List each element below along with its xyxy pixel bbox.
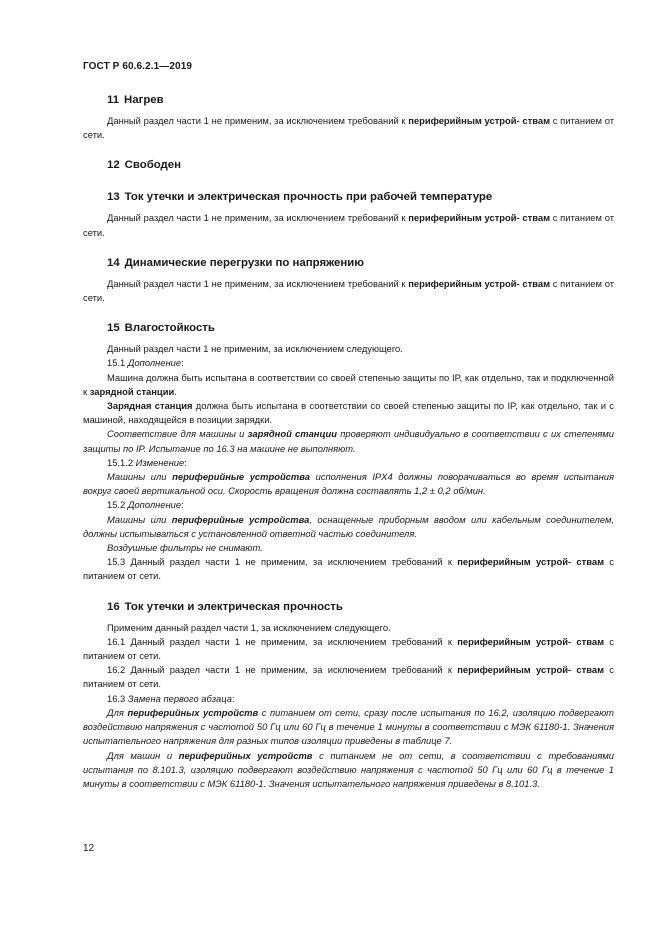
clause-16-3-mains: Для периферийных устройств с питанием от сети, сразу после испытания по 16.2, изоляцию подвергают воздействию напряжения с частотой 50 Гц или 60 Гц в течение 1 минуты в соответствии с МЭК 61180-1. Значения испытательного напряжения для разных типов изоляции приведены в таблице 7.	[83, 706, 614, 747]
clause-15-1-machine: Машина должна быть испытана в соответствии со своей степенью защиты по IP, как отдельно, так и подключенной к зарядной станции.	[83, 371, 614, 397]
section-number: 12	[107, 159, 120, 172]
section-16-intro: Применим данный раздел части 1, за исключением следующего.	[107, 621, 391, 633]
section-14-heading	[83, 256, 614, 270]
section-16-heading	[83, 600, 614, 614]
section-title: Влагостойкость	[124, 322, 215, 335]
section-15-heading	[83, 321, 614, 335]
clause-15-2-text: Машины или периферийные устройства, оснащенные приборным вводом или кабельным соединителем, должны испытываться с установленной ответной частью соединителя.	[83, 513, 614, 539]
section-number: 11	[107, 94, 120, 106]
section-number: 14	[107, 256, 120, 269]
section-11-text: Данный раздел части 1 не применим, за исключением требований к периферийным устрой- ствам с питанием от сети.	[83, 115, 615, 141]
section-number: 15	[107, 322, 120, 335]
section-14-text: Данный раздел части 1 не применим, за исключением требований к периферийным устрой- ствам с питанием от сети.	[83, 277, 615, 304]
section-title: Свободен	[124, 159, 181, 172]
section-13-text: Данный раздел части 1 не применим, за исключением требований к периферийным устрой- ствам с питанием от сети.	[83, 212, 615, 238]
clause-15-1: 15.1 Дополнение:	[107, 357, 184, 369]
standard-designation: ГОСТ Р 60.6.2.1—2019	[83, 61, 193, 72]
clause-16-1: 16.1 Данный раздел части 1 не применим, за исключением требований к периферийным устрой- ствам с питанием от сети.	[83, 635, 614, 662]
section-number: 16	[107, 600, 120, 613]
section-11-heading	[83, 93, 614, 107]
section-12-heading	[83, 158, 614, 172]
section-13-heading	[83, 190, 614, 204]
clause-16-2: 16.2 Данный раздел части 1 не применим, за исключением требований к периферийным устрой- ствам с питанием от сети.	[83, 664, 614, 690]
clause-15-2-filters: Воздушные фильтры не снимают.	[107, 542, 263, 554]
clause-15-1-2-text: Машины или периферийные устройства исполнения IPX4 должны поворачиваться во время испытания вокруг своей вертикальной оси. Скорость вращения должна составлять 1,2 ± 0,2 об/мин.	[83, 471, 615, 497]
page-content	[83, 93, 614, 791]
section-title: Ток утечки и электрическая прочность	[124, 600, 343, 613]
section-title: Динамические перегрузки по напряжению	[124, 256, 364, 269]
clause-15-3: 15.3 Данный раздел части 1 не применим, за исключением требований к периферийным устрой- ствам с питанием от сети.	[83, 556, 614, 582]
clause-16-3: 16.3 Замена первого абзаца:	[107, 692, 235, 704]
section-title: Нагрев	[124, 94, 164, 106]
section-title: Ток утечки и электрическая прочность при рабочей температуре	[124, 191, 493, 204]
clause-15-1-2: 15.1.2 Изменение:	[107, 456, 187, 468]
clause-15-1-station: Зарядная станция должна быть испытана в соответствии со своей степенью защиты по IP, как отдельно, так и с машиной, находящейся в позиции зарядки.	[83, 400, 614, 426]
clause-15-2: 15.2 Дополнение:	[107, 499, 184, 511]
page-number: 12	[83, 843, 95, 854]
section-number: 13	[107, 191, 120, 204]
clause-15-1-compliance: Соответствие для машины и зарядной станции проверяют индивидуально в соответствии с их степенями защиты по IP. Испытание по 16.3 на машине не выполняют.	[83, 428, 614, 454]
clause-16-3-nonmains: Для машин и периферийных устройств с питанием не от сети, в соответствии с требованиями испытания по 8.101.3, изоляцию подвергают воздействию напряжения с частотой 50 Гц или 60 Гц в течение 1 минуты в соответствии с МЭК 61180-1. Значения испытательного напряжения приведены в 8.101.3.	[83, 749, 614, 789]
section-15-intro: Данный раздел части 1 не применим, за исключением следующего.	[107, 343, 403, 355]
